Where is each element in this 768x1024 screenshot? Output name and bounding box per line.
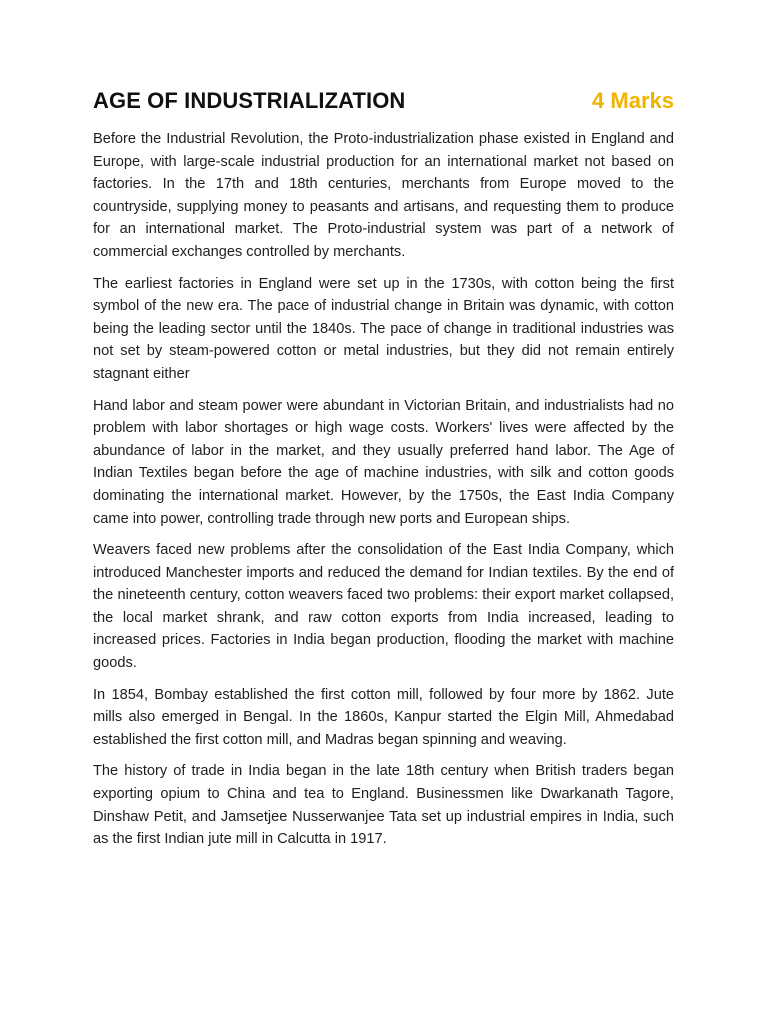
paragraph-proto-industrialization: Before the Industrial Revolution, the Proto-industrialization phase existed in England and Europe, with large-scale industrial production for an international market not based on factories. In the 17th and 18th centuries, merchants from Europe moved to the countryside, supplying money to peasants and artisans, and requesting them to produce for an international market. The Proto-industrial system was part of a network of commercial exchanges controlled by merchants.	[93, 131, 674, 260]
paragraph-earliest-factories: The earliest factories in England were set up in the 1730s, with cotton being the first symbol of the new era. The pace of industrial change in Britain was dynamic, with cotton being the leading sector until the 1840s. The pace of change in traditional industries was not set by steam-powered cotton or metal industries, but they did not remain entirely stagnant either	[93, 275, 674, 382]
paragraph-history-of-trade: The history of trade in India began in the late 18th century when British traders began exporting opium to China and tea to England. Businessmen like Dwarkanath Tagore, Dinshaw Petit, and Jamsetjee Nusserwanjee Tata set up industrial empires in India, such as the first Indian jute mill in Calcutta in 1917.	[93, 763, 674, 848]
paragraph-cotton-mills: In 1854, Bombay established the first cotton mill, followed by four more by 1862. Jute mills also emerged in Bengal. In the 1860s, Kanpur started the Elgin Mill, Ahmedabad established the first cotton mill, and Madras began spinning and weaving.	[93, 686, 674, 748]
document-header	[93, 88, 674, 114]
page-title: AGE OF INDUSTRIALIZATION	[93, 88, 406, 113]
paragraph-hand-labor: Hand labor and steam power were abundant in Victorian Britain, and industrialists had no problem with labor shortages or high wage costs. Workers' lives were affected by the abundance of labor in the market, and they usually preferred hand labor. The Age of Indian Textiles began before the age of machine industries, with silk and cotton goods dominating the international market. However, by the 1750s, the East India Company came into power, controlling trade through new ports and European ships.	[93, 397, 674, 527]
paragraph-weavers: Weavers faced new problems after the consolidation of the East India Company, which introduced Manchester imports and reduced the demand for Indian textiles. By the end of the nineteenth century, cotton weavers faced two problems: their export market collapsed, the local market shrank, and raw cotton exports from India increased, leading to increased prices. Factories in India began production, flooding the market with machine goods.	[93, 542, 674, 672]
marks-label: 4 Marks	[592, 88, 674, 113]
document-page	[93, 88, 674, 860]
